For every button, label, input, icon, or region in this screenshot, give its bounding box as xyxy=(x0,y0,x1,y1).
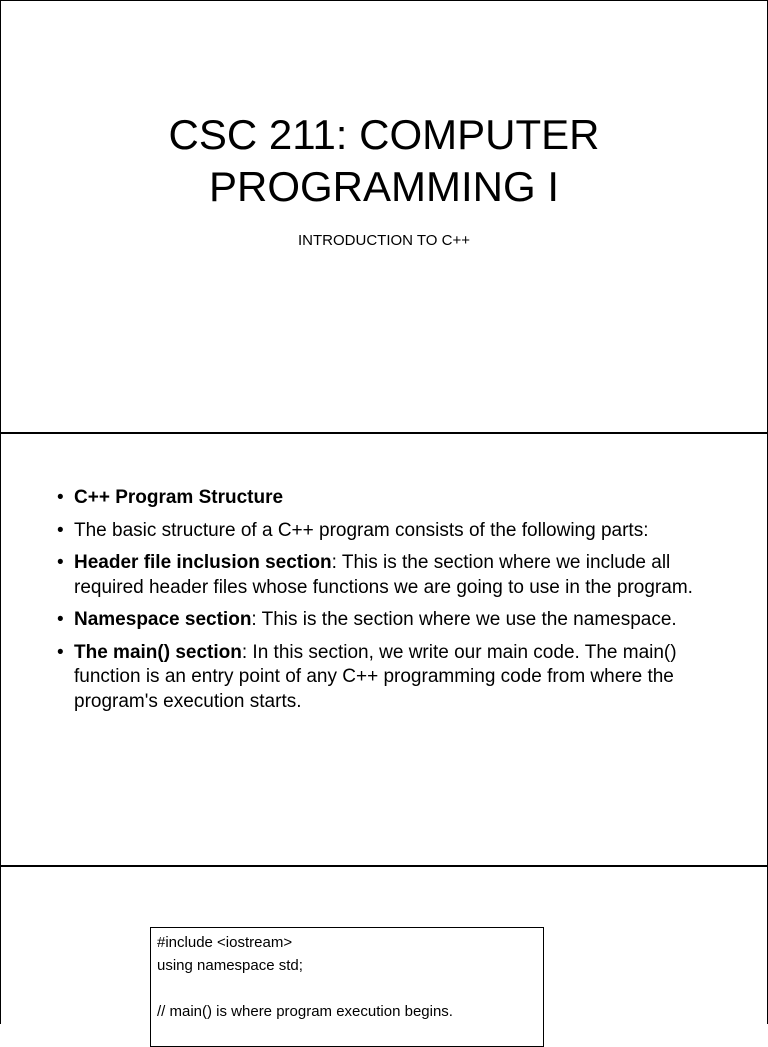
bullet-item-namespace-section xyxy=(57,608,737,633)
slide-title xyxy=(1,109,767,213)
content-slide xyxy=(0,434,768,867)
bullet-text: The basic structure of a C++ program consists of the following parts: xyxy=(74,519,649,541)
title-line-1: CSC 211: COMPUTER xyxy=(168,111,600,158)
bullet-text: : This is the section where we include all required header files whose functions we are going to use in the program. xyxy=(74,552,693,598)
code-line: using namespace std; xyxy=(157,957,303,974)
bullet-bold-text: C++ Program Structure xyxy=(74,487,284,508)
slide-subtitle: INTRODUCTION TO C++ xyxy=(298,232,470,249)
title-slide xyxy=(0,0,768,434)
bullet-item-program-structure xyxy=(57,486,737,511)
bullet-item-header-section xyxy=(57,551,737,600)
bullet-icon: • xyxy=(57,552,64,573)
bullet-icon: • xyxy=(57,519,64,541)
code-line: #include <iostream> xyxy=(157,934,293,951)
bullet-text: : This is the section where we use the namespace. xyxy=(251,609,677,630)
bullet-icon: • xyxy=(57,609,64,630)
bullet-bold-text: Header file inclusion section xyxy=(74,552,332,573)
bullet-bold-text: Namespace section xyxy=(74,609,252,630)
code-slide xyxy=(0,867,768,1024)
bullet-item-main-section xyxy=(57,641,737,715)
bullet-bold-text: The main() section xyxy=(74,641,242,663)
code-line xyxy=(157,977,537,1000)
bullet-icon: • xyxy=(57,641,64,663)
bullet-icon: • xyxy=(57,487,64,508)
bullet-list xyxy=(57,486,737,722)
bullet-item-basic-structure xyxy=(57,519,737,544)
title-line-2: PROGRAMMING I xyxy=(208,163,559,210)
bullet-text: : In this section, we write our main code. The main() function is an entry point of any C++ programming code from where the program's execution starts. xyxy=(74,641,677,712)
code-box xyxy=(150,927,544,1047)
code-line: // main() is where program execution begins. xyxy=(157,1003,453,1020)
